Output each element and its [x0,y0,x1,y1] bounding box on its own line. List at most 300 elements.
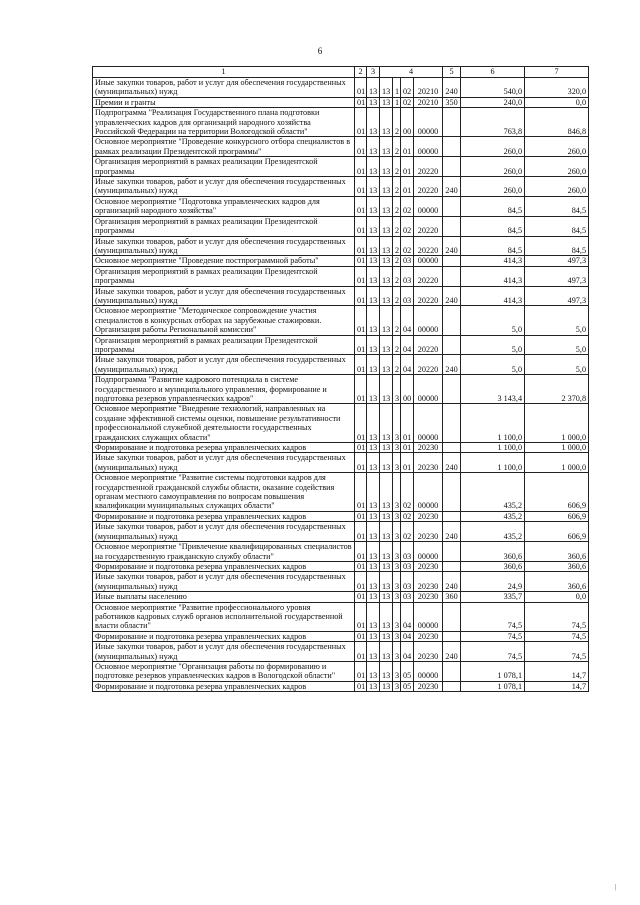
row-amount-year2: 84,5 [525,216,589,236]
row-amount-year2: 74,5 [525,631,589,641]
row-name: Иные закупки товаров, работ и услуг для обеспечения государственных (муниципальных) нужд [93,355,355,375]
row-amount-year2: 2 370,8 [525,375,589,404]
row-code-direction: 00000 [414,375,443,404]
row-section: 01 [355,157,367,177]
row-code-direction: 00000 [414,108,443,137]
row-section: 01 [355,177,367,197]
row-subsection: 13 [367,355,380,375]
row-amount-year2: 497,3 [525,286,589,306]
row-section: 01 [355,355,367,375]
row-name: Иные закупки товаров, работ и услуг для обеспечения государственных (муниципальных) нужд [93,177,355,197]
row-code-measure: 01 [401,404,414,443]
row-code-program: 13 [380,286,393,306]
row-section: 01 [355,602,367,631]
row-expense-type [443,157,461,177]
row-section: 01 [355,404,367,443]
row-code-direction: 20220 [414,335,443,355]
row-code-measure: 02 [401,473,414,512]
row-name: Основное мероприятие "Проведение конкурсного отбора специалистов в рамках реализации Президентской программы" [93,137,355,157]
row-subsection: 13 [367,78,380,98]
row-code-program: 13 [380,681,393,691]
row-code-subprogram: 2 [393,157,401,177]
row-code-measure: 05 [401,681,414,691]
table-row [93,78,589,98]
row-subsection: 13 [367,631,380,641]
row-section: 01 [355,256,367,266]
row-code-measure: 02 [401,236,414,256]
row-subsection: 13 [367,306,380,335]
row-amount-year1: 1 100,0 [461,453,525,473]
row-name: Иные закупки товаров, работ и услуг для обеспечения государственных (муниципальных) нужд [93,522,355,542]
row-amount-year1: 84,5 [461,196,525,216]
row-subsection: 13 [367,266,380,286]
budget-table [92,66,589,692]
row-subsection: 13 [367,642,380,662]
row-expense-type: 240 [443,453,461,473]
row-code-measure: 02 [401,97,414,107]
row-code-program: 13 [380,522,393,542]
row-name: Основное мероприятие "Внедрение технологий, направленных на создание эффективной системы оценки, повышение результативности профессиональной служебной деятельности государственных гражданских служащих области" [93,404,355,443]
header-target-code: 4 [380,67,443,78]
row-code-direction: 20230 [414,631,443,641]
row-code-measure: 03 [401,542,414,562]
row-expense-type [443,196,461,216]
table-row [93,335,589,355]
row-expense-type [443,306,461,335]
row-name: Иные закупки товаров, работ и услуг для обеспечения государственных (муниципальных) нужд [93,642,355,662]
row-subsection: 13 [367,108,380,137]
row-code-measure: 04 [401,602,414,631]
row-name: Иные закупки товаров, работ и услуг для обеспечения государственных (муниципальных) нужд [93,236,355,256]
row-amount-year1: 335,7 [461,592,525,602]
row-amount-year2: 5,0 [525,355,589,375]
row-code-program: 13 [380,97,393,107]
row-name: Формирование и подготовка резерва управленческих кадров [93,681,355,691]
row-code-program: 13 [380,266,393,286]
row-code-program: 13 [380,335,393,355]
row-code-subprogram: 3 [393,522,401,542]
row-amount-year2: 360,6 [525,561,589,571]
row-code-subprogram: 3 [393,681,401,691]
row-amount-year1: 260,0 [461,157,525,177]
row-expense-type [443,137,461,157]
row-code-measure: 04 [401,631,414,641]
row-expense-type [443,661,461,681]
row-subsection: 13 [367,592,380,602]
row-code-program: 13 [380,453,393,473]
row-amount-year2: 1 000,0 [525,404,589,443]
row-code-measure: 02 [401,522,414,542]
row-code-program: 13 [380,177,393,197]
row-code-measure: 01 [401,453,414,473]
page-number: 6 [317,46,323,56]
scan-mark: | [614,883,616,891]
row-code-measure: 04 [401,642,414,662]
row-code-measure: 03 [401,256,414,266]
row-code-subprogram: 3 [393,572,401,592]
row-code-direction: 20230 [414,681,443,691]
row-name: Премии и гранты [93,97,355,107]
row-section: 01 [355,137,367,157]
row-section: 01 [355,266,367,286]
row-section: 01 [355,572,367,592]
table-row [93,522,589,542]
row-code-measure: 01 [401,157,414,177]
row-amount-year2: 74,5 [525,602,589,631]
row-code-direction: 20230 [414,572,443,592]
row-code-subprogram: 3 [393,602,401,631]
row-amount-year1: 260,0 [461,137,525,157]
row-subsection: 13 [367,286,380,306]
row-amount-year2: 14,7 [525,681,589,691]
header-amount-year1: 6 [461,67,525,78]
row-code-subprogram: 2 [393,355,401,375]
table-row [93,572,589,592]
row-section: 01 [355,511,367,521]
row-code-subprogram: 2 [393,306,401,335]
row-code-direction: 20220 [414,177,443,197]
row-name: Формирование и подготовка резерва управленческих кадров [93,443,355,453]
table-row [93,443,589,453]
row-code-program: 13 [380,511,393,521]
row-amount-year2: 497,3 [525,266,589,286]
table-row [93,511,589,521]
row-code-direction: 20220 [414,216,443,236]
row-amount-year2: 14,7 [525,661,589,681]
row-expense-type: 240 [443,78,461,98]
row-expense-type: 240 [443,355,461,375]
row-code-program: 13 [380,196,393,216]
row-expense-type: 240 [443,286,461,306]
row-code-direction: 00000 [414,256,443,266]
row-section: 01 [355,443,367,453]
row-amount-year1: 5,0 [461,335,525,355]
row-amount-year1: 435,2 [461,522,525,542]
row-code-subprogram: 3 [393,592,401,602]
row-section: 01 [355,78,367,98]
row-name: Подпрограмма "Развитие кадрового потенциала в системе государственного и муниципального управления, формирование и подготовка резервов управленческих кадров" [93,375,355,404]
row-amount-year2: 84,5 [525,196,589,216]
row-code-subprogram: 2 [393,335,401,355]
row-subsection: 13 [367,196,380,216]
row-expense-type [443,443,461,453]
row-code-program: 13 [380,642,393,662]
row-name: Иные закупки товаров, работ и услуг для обеспечения государственных (муниципальных) нужд [93,572,355,592]
row-expense-type [443,375,461,404]
row-amount-year1: 1 078,1 [461,681,525,691]
row-subsection: 13 [367,157,380,177]
row-section: 01 [355,631,367,641]
row-code-program: 13 [380,78,393,98]
row-section: 01 [355,642,367,662]
table-row [93,256,589,266]
row-amount-year1: 240,0 [461,97,525,107]
table-row [93,592,589,602]
row-name: Формирование и подготовка резерва управленческих кадров [93,631,355,641]
table-row [93,177,589,197]
row-subsection: 13 [367,137,380,157]
row-name: Основное мероприятие "Проведение постпрограммной работы" [93,256,355,266]
row-code-direction: 20230 [414,443,443,453]
row-code-measure: 01 [401,137,414,157]
row-subsection: 13 [367,404,380,443]
row-code-program: 13 [380,473,393,512]
row-code-measure: 03 [401,592,414,602]
row-code-subprogram: 3 [393,542,401,562]
row-code-direction: 20230 [414,642,443,662]
row-name: Организация мероприятий в рамках реализации Президентской программы [93,157,355,177]
row-code-direction: 00000 [414,542,443,562]
table-row [93,602,589,631]
row-code-measure: 02 [401,196,414,216]
table-row [93,157,589,177]
row-section: 01 [355,236,367,256]
row-amount-year1: 74,5 [461,642,525,662]
row-amount-year1: 360,6 [461,542,525,562]
row-code-program: 13 [380,108,393,137]
row-amount-year2: 74,5 [525,642,589,662]
table-row [93,542,589,562]
table-row [93,561,589,571]
row-expense-type [443,561,461,571]
row-section: 01 [355,661,367,681]
row-amount-year1: 84,5 [461,236,525,256]
row-expense-type: 240 [443,572,461,592]
row-code-program: 13 [380,592,393,602]
row-subsection: 13 [367,236,380,256]
row-subsection: 13 [367,561,380,571]
row-name: Организация мероприятий в рамках реализации Президентской программы [93,335,355,355]
row-amount-year1: 84,5 [461,216,525,236]
table-row [93,286,589,306]
row-subsection: 13 [367,572,380,592]
row-code-program: 13 [380,443,393,453]
row-section: 01 [355,681,367,691]
row-code-program: 13 [380,137,393,157]
row-code-measure: 05 [401,661,414,681]
row-amount-year1: 360,6 [461,561,525,571]
row-code-subprogram: 2 [393,236,401,256]
row-subsection: 13 [367,216,380,236]
table-row [93,375,589,404]
row-code-subprogram: 3 [393,511,401,521]
header-amount-year2: 7 [525,67,589,78]
row-amount-year2: 1 000,0 [525,443,589,453]
row-code-subprogram: 2 [393,256,401,266]
row-code-subprogram: 3 [393,631,401,641]
row-code-direction: 20230 [414,453,443,473]
row-subsection: 13 [367,443,380,453]
row-amount-year1: 260,0 [461,177,525,197]
row-expense-type: 240 [443,177,461,197]
row-code-subprogram: 2 [393,108,401,137]
row-name: Основное мероприятие "Методическое сопровождение участия специалистов в конкурсных отборах на зарубежные стажировки. Организация работы Региональной комиссии" [93,306,355,335]
row-code-direction: 00000 [414,661,443,681]
row-code-direction: 20220 [414,266,443,286]
row-code-subprogram: 3 [393,453,401,473]
row-amount-year2: 260,0 [525,137,589,157]
row-code-measure: 02 [401,78,414,98]
row-subsection: 13 [367,661,380,681]
row-code-measure: 03 [401,561,414,571]
row-amount-year1: 74,5 [461,602,525,631]
table-header-row [93,67,589,78]
table-row [93,681,589,691]
row-expense-type: 350 [443,97,461,107]
row-code-direction: 20210 [414,97,443,107]
row-code-program: 13 [380,661,393,681]
row-code-program: 13 [380,375,393,404]
row-code-direction: 00000 [414,404,443,443]
table-row [93,355,589,375]
row-subsection: 13 [367,511,380,521]
row-amount-year1: 540,0 [461,78,525,98]
row-section: 01 [355,286,367,306]
row-code-measure: 03 [401,572,414,592]
row-code-program: 13 [380,216,393,236]
row-amount-year1: 414,3 [461,256,525,266]
row-expense-type [443,404,461,443]
row-name: Иные выплаты населению [93,592,355,602]
row-expense-type [443,542,461,562]
row-amount-year1: 1 100,0 [461,443,525,453]
row-amount-year2: 846,8 [525,108,589,137]
row-name: Подпрограмма "Реализация Государственного плана подготовки управленческих кадров для организаций народного хозяйства Российской Федерации на территории Вологодской области" [93,108,355,137]
row-section: 01 [355,561,367,571]
row-name: Организация мероприятий в рамках реализации Президентской программы [93,216,355,236]
row-amount-year2: 260,0 [525,177,589,197]
row-code-measure: 04 [401,335,414,355]
row-subsection: 13 [367,602,380,631]
row-amount-year1: 763,8 [461,108,525,137]
row-code-subprogram: 3 [393,404,401,443]
row-code-subprogram: 2 [393,177,401,197]
row-section: 01 [355,522,367,542]
row-amount-year1: 1 078,1 [461,661,525,681]
row-name: Формирование и подготовка резерва управленческих кадров [93,511,355,521]
row-amount-year1: 1 100,0 [461,404,525,443]
row-code-program: 13 [380,157,393,177]
row-code-direction: 20230 [414,561,443,571]
row-amount-year2: 5,0 [525,306,589,335]
row-section: 01 [355,473,367,512]
row-amount-year2: 84,5 [525,236,589,256]
row-amount-year1: 5,0 [461,355,525,375]
row-subsection: 13 [367,542,380,562]
row-section: 01 [355,375,367,404]
row-code-program: 13 [380,355,393,375]
row-expense-type [443,681,461,691]
row-code-program: 13 [380,561,393,571]
row-expense-type [443,602,461,631]
row-code-subprogram: 2 [393,266,401,286]
row-code-subprogram: 3 [393,561,401,571]
row-code-direction: 20220 [414,286,443,306]
table-row [93,97,589,107]
row-code-program: 13 [380,306,393,335]
row-code-program: 13 [380,602,393,631]
table-row [93,473,589,512]
row-section: 01 [355,196,367,216]
row-amount-year1: 414,3 [461,286,525,306]
row-subsection: 13 [367,473,380,512]
row-name: Основное мероприятие "Подготовка управленческих кадров для организаций народного хозяйства" [93,196,355,216]
row-subsection: 13 [367,177,380,197]
row-name: Основное мероприятие "Организация работы по формированию и подготовке резервов управленческих кадров в Вологодской области" [93,661,355,681]
row-name: Иные закупки товаров, работ и услуг для обеспечения государственных (муниципальных) нужд [93,78,355,98]
row-code-direction: 20230 [414,522,443,542]
row-code-measure: 00 [401,108,414,137]
row-amount-year1: 414,3 [461,266,525,286]
row-section: 01 [355,108,367,137]
row-section: 01 [355,542,367,562]
row-code-measure: 03 [401,286,414,306]
row-section: 01 [355,97,367,107]
row-code-subprogram: 1 [393,97,401,107]
row-code-measure: 02 [401,511,414,521]
row-name: Основное мероприятие "Привлечение квалифицированных специалистов на государственную гражданскую службу области" [93,542,355,562]
row-expense-type [443,216,461,236]
row-section: 01 [355,216,367,236]
row-expense-type: 360 [443,592,461,602]
row-code-direction: 20220 [414,157,443,177]
header-expense-type: 5 [443,67,461,78]
row-code-program: 13 [380,236,393,256]
table-row [93,108,589,137]
header-name: 1 [93,67,355,78]
row-amount-year2: 1 000,0 [525,453,589,473]
row-amount-year2: 606,9 [525,522,589,542]
row-subsection: 13 [367,375,380,404]
table-row [93,196,589,216]
row-code-measure: 01 [401,177,414,197]
row-amount-year1: 435,2 [461,473,525,512]
row-code-subprogram: 3 [393,661,401,681]
row-code-program: 13 [380,572,393,592]
row-subsection: 13 [367,522,380,542]
row-expense-type [443,266,461,286]
row-expense-type [443,473,461,512]
row-expense-type: 240 [443,642,461,662]
row-code-subprogram: 3 [393,443,401,453]
row-code-subprogram: 2 [393,286,401,306]
row-amount-year1: 5,0 [461,306,525,335]
table-row [93,661,589,681]
row-code-direction: 00000 [414,306,443,335]
row-subsection: 13 [367,335,380,355]
header-section: 2 [355,67,367,78]
row-expense-type: 240 [443,522,461,542]
row-code-subprogram: 1 [393,78,401,98]
table-row [93,236,589,256]
row-subsection: 13 [367,681,380,691]
row-subsection: 13 [367,453,380,473]
row-expense-type [443,335,461,355]
row-code-direction: 00000 [414,473,443,512]
row-amount-year2: 360,6 [525,542,589,562]
row-amount-year2: 260,0 [525,157,589,177]
table-row [93,216,589,236]
table-row [93,404,589,443]
table-row [93,453,589,473]
row-section: 01 [355,335,367,355]
row-code-measure: 01 [401,443,414,453]
row-amount-year2: 0,0 [525,97,589,107]
row-code-program: 13 [380,256,393,266]
row-code-direction: 20220 [414,355,443,375]
row-code-measure: 02 [401,216,414,236]
row-section: 01 [355,453,367,473]
